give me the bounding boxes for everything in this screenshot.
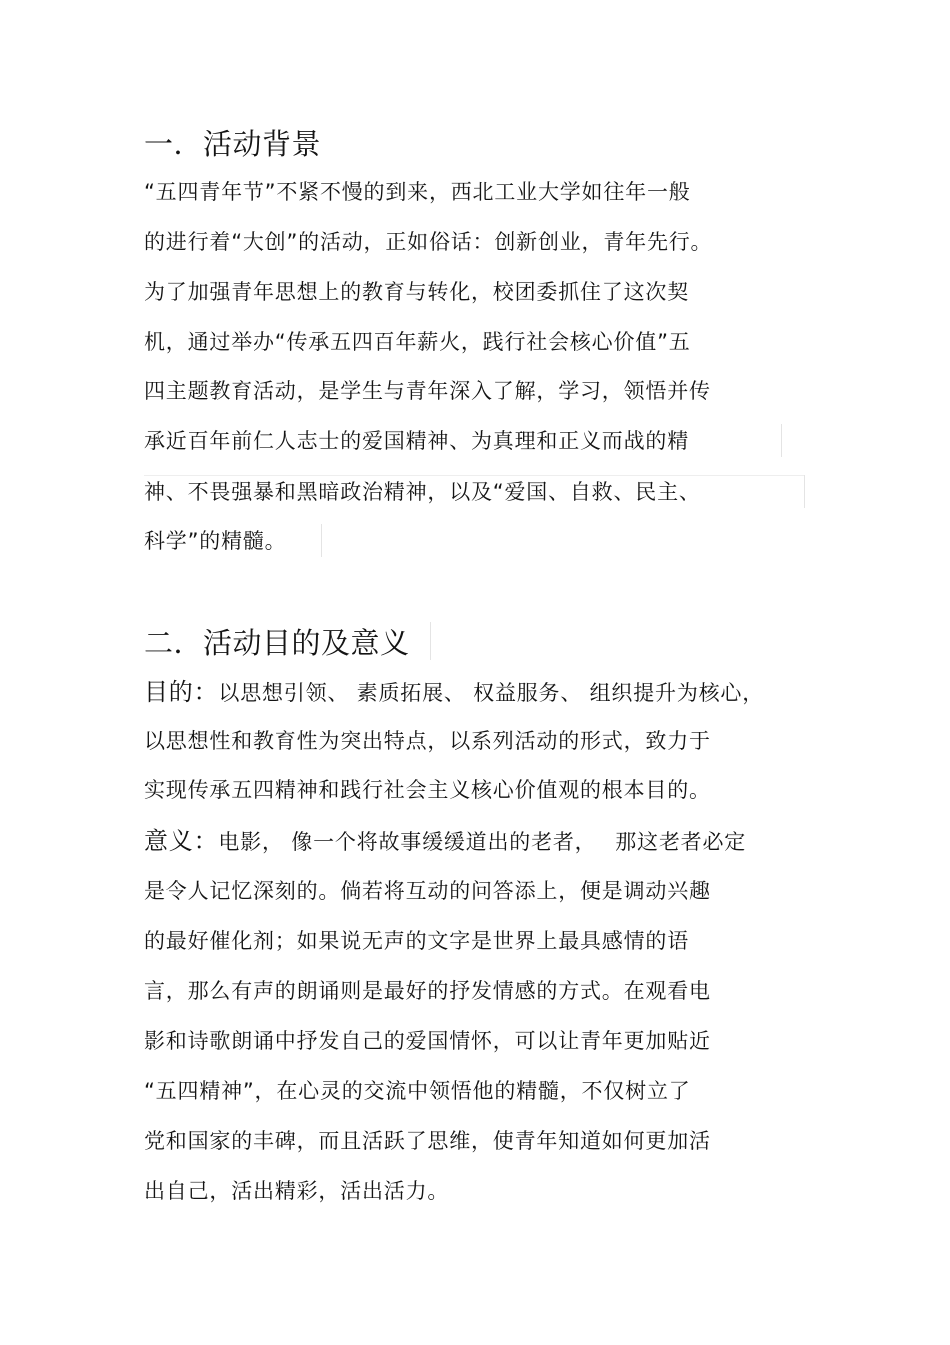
background-paragraph-line: 机，通过举办“传承五四百年薪火，践行社会核心价值”五 (144, 330, 691, 354)
background-paragraph-line: 的进行着“大创”的活动，正如俗话：创新创业，青年先行。 (144, 230, 713, 254)
scan-artifact-line (144, 475, 805, 476)
meaning-paragraph-line: 出自己，活出精彩，活出活力。 (144, 1179, 450, 1203)
background-paragraph-line: 承近百年前仁人志士的爱国精神、为真理和正义而战的精 (144, 429, 689, 453)
background-paragraph-line: “五四青年节”不紧不慢的到来，西北工业大学如往年一般 (144, 180, 691, 204)
meaning-paragraph-line: 影和诗歌朗诵中抒发自己的爱国情怀，可以让青年更加贴近 (144, 1029, 711, 1053)
meaning-label: 意义： (144, 827, 219, 855)
purpose-paragraph-line: 以思想性和教育性为突出特点，以系列活动的形式，致力于 (144, 729, 711, 753)
purpose-first-line (144, 677, 764, 708)
meaning-paragraph-line: “五四精神”，在心灵的交流中领悟他的精髓，不仅树立了 (144, 1079, 691, 1103)
meaning-paragraph-line: 的最好催化剂；如果说无声的文字是世界上最具感情的语 (144, 929, 689, 953)
meaning-first-line (144, 826, 746, 857)
section-heading-background: 一．活动背景 (144, 127, 322, 161)
background-paragraph-line: 为了加强青年思想上的教育与转化，校团委抓住了这次契 (144, 280, 689, 304)
meaning-paragraph-line: 党和国家的丰碑，而且活跃了思维，使青年知道如何更加活 (144, 1129, 711, 1153)
background-paragraph-line: 四主题教育活动，是学生与青年深入了解，学习，领悟并传 (144, 379, 711, 403)
scan-artifact-line (804, 475, 805, 508)
purpose-text: 以思想引领、 素质拓展、 权益服务、 组织提升为核心， (218, 681, 765, 705)
background-paragraph-line: 神、不畏强暴和黑暗政治精神，以及“爱国、自救、民主、 (144, 480, 701, 504)
meaning-paragraph-line: 言，那么有声的朗诵则是最好的抒发情感的方式。在观看电 (144, 979, 711, 1003)
meaning-text: 电影， 像一个将故事缓缓道出的老者， 那这老者必定 (218, 830, 747, 854)
scan-artifact-line (321, 524, 322, 557)
purpose-label: 目的： (144, 678, 219, 706)
purpose-paragraph-line: 实现传承五四精神和践行社会主义核心价值观的根本目的。 (144, 778, 711, 802)
section-heading-purpose: 二．活动目的及意义 (144, 626, 410, 660)
scan-artifact-line (781, 424, 782, 457)
scan-artifact-line (430, 622, 431, 660)
meaning-paragraph-line: 是令人记忆深刻的。倘若将互动的问答添上，便是调动兴趣 (144, 879, 711, 903)
background-paragraph-line: 科学”的精髓。 (144, 529, 287, 553)
